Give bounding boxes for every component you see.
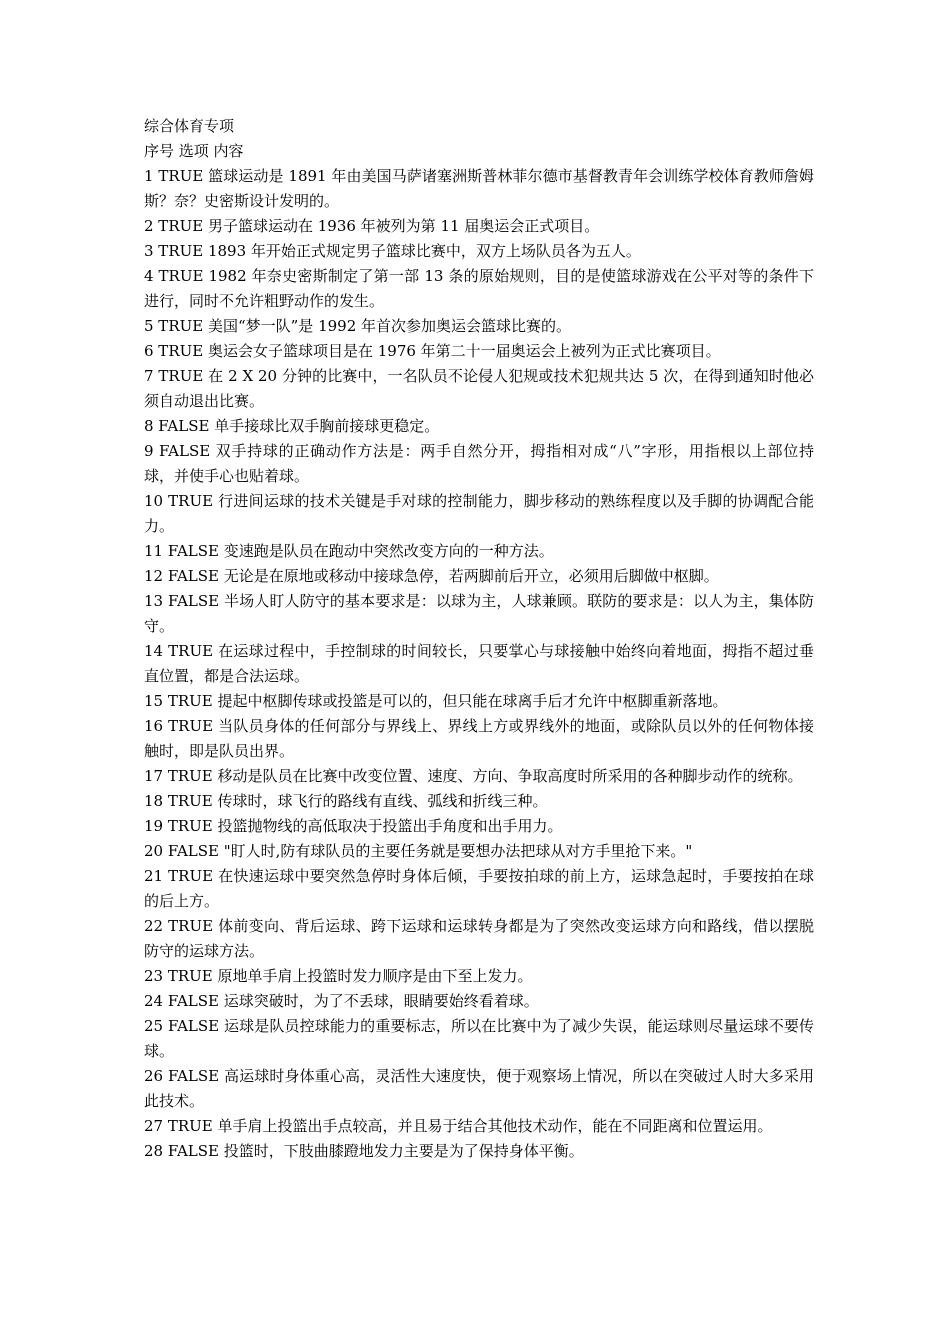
list-item: 25 FALSE 运球是队员控球能力的重要标志，所以在比赛中为了减少失误，能运球则尽量运球不要传球。 (144, 1017, 814, 1060)
list-item: 9 FALSE 双手持球的正确动作方法是：两手自然分开，拇指相对成“八”字形，用指根以上部位持球，并使手心也贴着球。 (144, 442, 814, 485)
document-page (144, 114, 814, 1164)
list-item: 27 TRUE 单手肩上投篮出手点较高，并且易于结合其他技术动作，能在不同距离和位置运用。 (144, 1117, 773, 1135)
list-item: 11 FALSE 变速跑是队员在跑动中突然改变方向的一种方法。 (144, 542, 554, 560)
item-list (144, 164, 814, 1164)
list-item: 16 TRUE 当队员身体的任何部分与界线上、界线上方或界线外的地面，或除队员以外的任何物体接触时，即是队员出界。 (144, 717, 814, 760)
table-header-row: 序号 选项 内容 (144, 142, 244, 160)
list-item: 2 TRUE 男子篮球运动在 1936 年被列为第 11 届奥运会正式项目。 (144, 217, 600, 235)
list-item: 22 TRUE 体前变向、背后运球、跨下运球和运球转身都是为了突然改变运球方向和路线，借以摆脱防守的运球方法。 (144, 917, 814, 960)
list-item: 20 FALSE "盯人时,防有球队员的主要任务就是要想办法把球从对方手里抢下来。" (144, 842, 693, 860)
list-item: 14 TRUE 在运球过程中，手控制球的时间较长，只要掌心与球接触中始终向着地面，拇指不超过垂直位置，都是合法运球。 (144, 642, 814, 685)
list-item: 6 TRUE 奥运会女子篮球项目是在 1976 年第二十一届奥运会上被列为正式比赛项目。 (144, 342, 721, 360)
list-item: 3 TRUE 1893 年开始正式规定男子篮球比赛中，双方上场队员各为五人。 (144, 242, 641, 260)
list-item: 8 FALSE 单手接球比双手胸前接球更稳定。 (144, 417, 440, 435)
list-item: 24 FALSE 运球突破时，为了不丢球，眼睛要始终看着球。 (144, 992, 539, 1010)
list-item: 13 FALSE 半场人盯人防守的基本要求是：以球为主，人球兼顾。联防的要求是：以人为主，集体防守。 (144, 592, 814, 635)
list-item: 23 TRUE 原地单手肩上投篮时发力顺序是由下至上发力。 (144, 967, 533, 985)
list-item: 1 TRUE 篮球运动是 1891 年由美国马萨诸塞洲斯普林菲尔德市基督教青年会训练学校体育教师詹姆斯？奈？史密斯设计发明的。 (144, 167, 814, 210)
list-item: 15 TRUE 提起中枢脚传球或投篮是可以的，但只能在球离手后才允许中枢脚重新落地。 (144, 692, 728, 710)
list-item: 19 TRUE 投篮抛物线的高低取决于投篮出手角度和出手用力。 (144, 817, 563, 835)
list-item: 7 TRUE 在 2 X 20 分钟的比赛中，一名队员不论侵人犯规或技术犯规共达 5 次，在得到通知时他必须自动退出比赛。 (144, 367, 814, 410)
list-item: 10 TRUE 行进间运球的技术关键是手对球的控制能力，脚步移动的熟练程度以及手脚的协调配合能力。 (144, 492, 814, 535)
list-item: 17 TRUE 移动是队员在比赛中改变位置、速度、方向、争取高度时所采用的各种脚步动作的统称。 (144, 767, 803, 785)
list-item: 21 TRUE 在快速运球中要突然急停时身体后倾，手要按拍球的前上方，运球急起时，手要按拍在球的后上方。 (144, 867, 814, 910)
document-title: 综合体育专项 (144, 117, 235, 135)
list-item: 12 FALSE 无论是在原地或移动中接球急停，若两脚前后开立，必须用后脚做中枢脚。 (144, 567, 719, 585)
list-item: 4 TRUE 1982 年奈史密斯制定了第一部 13 条的原始规则，目的是使篮球游戏在公平对等的条件下进行，同时不允许粗野动作的发生。 (144, 267, 814, 310)
list-item: 28 FALSE 投篮时，下肢曲膝蹬地发力主要是为了保持身体平衡。 (144, 1142, 584, 1160)
list-item: 5 TRUE 美国“梦一队”是 1992 年首次参加奥运会篮球比赛的。 (144, 317, 572, 335)
list-item: 26 FALSE 高运球时身体重心高，灵活性大速度快，便于观察场上情况，所以在突破过人时大多采用此技术。 (144, 1067, 814, 1110)
list-item: 18 TRUE 传球时，球飞行的路线有直线、弧线和折线三种。 (144, 792, 548, 810)
